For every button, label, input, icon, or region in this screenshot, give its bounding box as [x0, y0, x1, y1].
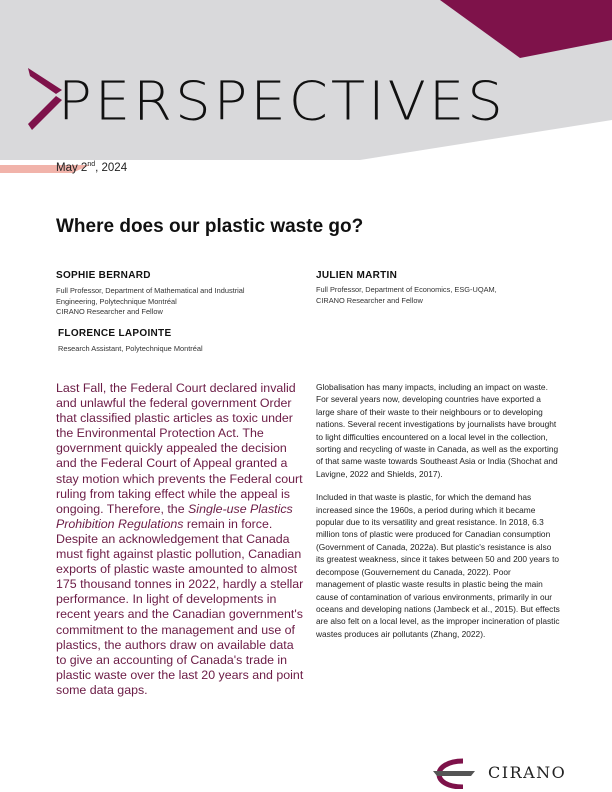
- author-name: SOPHIE BERNARD: [56, 270, 151, 281]
- author-affiliation: Full Professor, Department of Mathematical and Industrial Engineering, Polytechnique Montréal CIRANO Researcher and Fellow: [56, 286, 245, 316]
- body-paragraph: Globalisation has many impacts, including an impact on waste. For several years now, developing countries have exported a large share of their waste to their neighbours or to developing nations. Several recent investigations by journalists have brought to light difficulties encountered on a local level in the collection, sorting and recycling of waste in Canada, as well as the exporting of that same waste towards Southeast Asia or India (Shochat and Lavigne, 2022 and Shields, 2017).: [316, 382, 559, 479]
- author-affiliation: Research Assistant, Polytechnique Montréal: [58, 344, 203, 353]
- author-name: JULIEN MARTIN: [316, 270, 398, 281]
- body-column: [316, 381, 560, 651]
- body-paragraph: Included in that waste is plastic, for which the demand has increased since the 1960s, a period during which it became popular due to its versatility and great resistance. In 2018, 6.3 million tons of plastic were produced for Canadian consumption (Government of Canada, 2022a). But plastic's resistance is also its greatest weakness, since it takes between 50 and 200 years to decompose (Gouvernement du Canada, 2022). Poor management of plastic waste results in plastic being the main cause of contamination of various environments, primarily in our oceans and developing nations (Jambeck et al., 2015). But effects are also felt on a local level, as the improper incineration of plastic wastes produces air pollutants (Zhang, 2022).: [316, 492, 560, 639]
- author-name: FLORENCE LAPOINTE: [58, 328, 172, 339]
- masthead: PERSPECTIVES: [58, 71, 506, 133]
- cirano-logo-text: CIRANO: [488, 763, 567, 782]
- regulation-title: Single-use Plastics Prohibition Regulations: [56, 501, 293, 531]
- lead-paragraph: Last Fall, the Federal Court declared invalid and unlawful the federal government Order that classified plastic articles as toxic under the Environmental Protection Act. The government quickly appealed the decision and the Federal Court of Appeal granted a stay motion which prevents the Federal court ruling from taking effect while the appeal is ongoing. Therefore, the Single-use Plastics Prohibition Regulations remain in force. Despite an acknowledgement that Canada must fight against plastic pollution, Canadian exports of plastic waste amounted to almost 175 thousand tonnes in 2022, hardly a stellar performance. In light of developments in recent years and the Canadian government's commitment to the management and use of plastics, the authors draw on available data to give an accounting of Canada's trade in plastic waste over the last 20 years and point some data gaps.: [56, 381, 304, 697]
- article-title: Where does our plastic waste go?: [56, 216, 364, 237]
- author-affiliation: Full Professor, Department of Economics, ESG-UQAM, CIRANO Researcher and Fellow: [316, 285, 497, 305]
- publication-date: May 2nd, 2024: [56, 161, 128, 174]
